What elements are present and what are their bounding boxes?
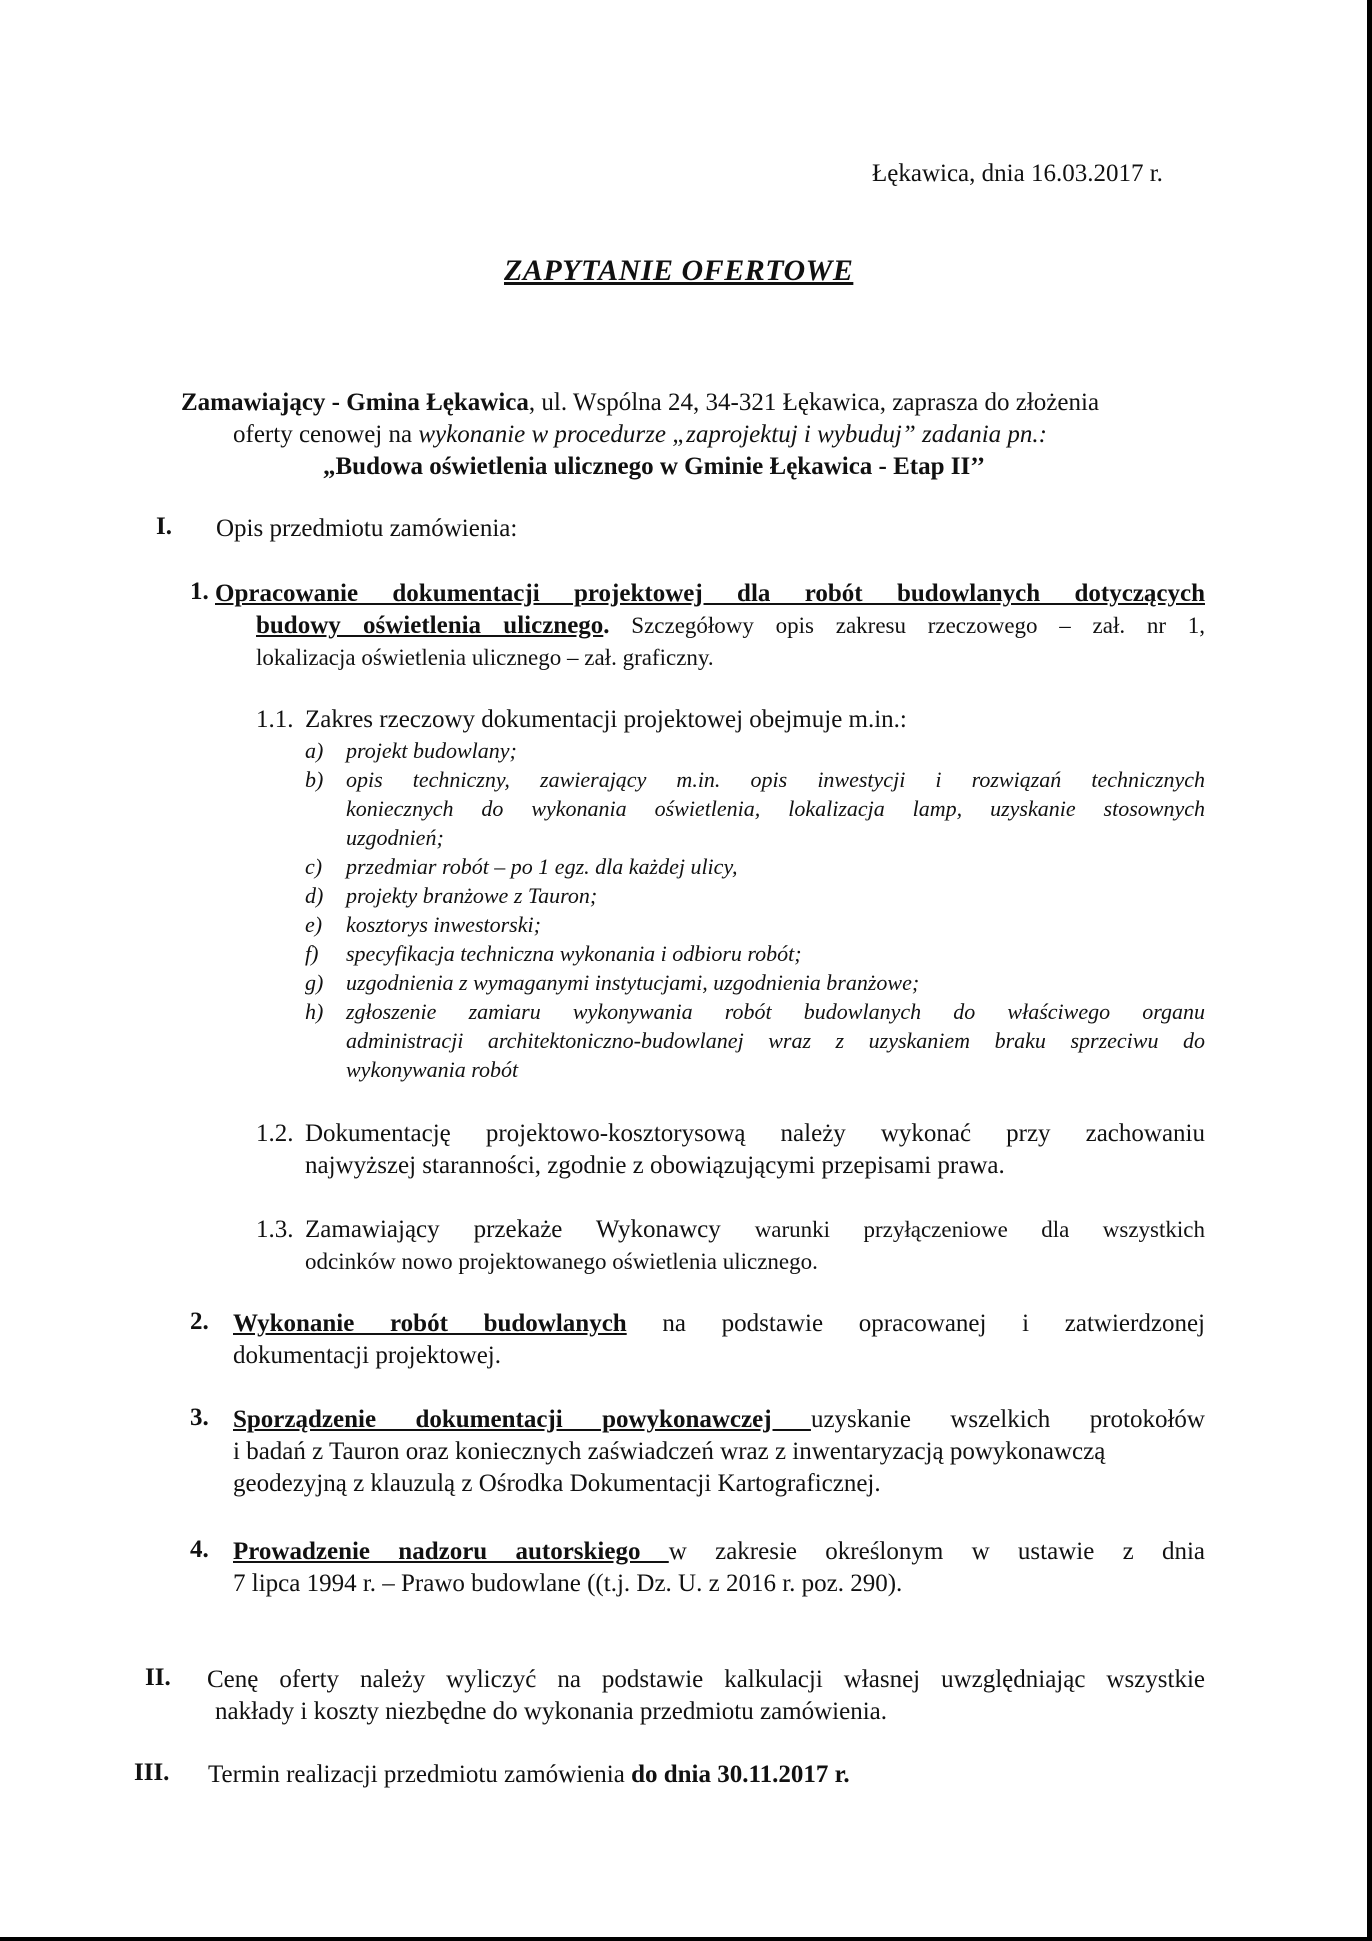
scope-item-c: przedmiar robót – po 1 egz. dla każdej ulicy, <box>346 854 738 879</box>
scope-letter-d: d) <box>305 883 324 908</box>
page-border-right <box>1367 0 1372 1941</box>
item-1-rest-2: Szczegółowy opis zakresu rzeczowego – zał. nr 1, <box>609 613 1206 638</box>
item-2-line-2: dokumentacji projektowej. <box>233 1342 501 1369</box>
section-i-heading: Opis przedmiotu zamówienia: <box>216 515 518 542</box>
sub-1-3-text-a: Zamawiający przekaże Wykonawcy <box>305 1216 755 1243</box>
item-1-line-3: lokalizacja oświetlenia ulicznego – zał. graficzny. <box>256 645 714 670</box>
sub-1-3-line-2: odcinków nowo projektowanego oświetlenia ulicznego. <box>305 1249 818 1274</box>
scope-letter-g: g) <box>305 970 324 995</box>
scope-letter-a: a) <box>305 738 324 763</box>
sub-1-2-number: 1.2. <box>256 1120 294 1147</box>
scope-letter-e: e) <box>305 912 323 937</box>
intro-line-2 <box>233 419 1047 451</box>
section-ii-numeral: II. <box>145 1664 171 1691</box>
item-1-line-2 <box>256 610 1205 642</box>
item-4-number: 4. <box>190 1536 209 1563</box>
scope-letter-c: c) <box>305 854 323 879</box>
scope-item-h-line-1: zgłoszenie zamiaru wykonywania robót budowlanych do właściwego organu <box>346 999 1205 1024</box>
item-2-title: Wykonanie robót budowlanych <box>233 1310 627 1337</box>
sub-1-2-line-1: Dokumentację projektowo-kosztorysową należy wykonać przy zachowaniu <box>305 1120 1205 1147</box>
sub-1-3-text-b: warunki przyłączeniowe dla wszystkich <box>754 1217 1205 1242</box>
scope-item-b-line-3: uzgodnień; <box>346 825 444 850</box>
item-4-title: Prowadzenie nadzoru autorskiego <box>233 1538 669 1565</box>
contracting-party: Zamawiający - Gmina Łękawica <box>181 389 529 416</box>
section-iii-numeral: III. <box>134 1759 170 1786</box>
sub-1-1-number: 1.1. <box>256 706 294 733</box>
intro-line-1 <box>181 387 1099 419</box>
item-1-title-line-1 <box>215 578 1205 610</box>
task-name <box>323 451 985 483</box>
task-name-text: „Budowa oświetlenia ulicznego w Gminie Łękawica - Etap II’’ <box>323 453 986 480</box>
date-line: Łękawica, dnia 16.03.2017 r. <box>872 160 1163 187</box>
item-3-line-1 <box>233 1404 1205 1436</box>
item-1-number: 1. <box>190 578 209 605</box>
sub-1-3-number: 1.3. <box>256 1216 294 1243</box>
item-4-line-1 <box>233 1536 1205 1568</box>
item-4-line-2: 7 lipca 1994 r. – Prawo budowlane ((t.j. Dz. U. z 2016 r. poz. 290). <box>233 1570 903 1597</box>
item-2-number: 2. <box>190 1308 209 1335</box>
item-1-title-1: Opracowanie dokumentacji projektowej dla robót budowlanych dotyczących <box>215 580 1205 607</box>
item-3-line-2: i badań z Tauron oraz koniecznych zaświadczeń wraz z inwentaryzacją powykonawczą <box>233 1438 1106 1465</box>
intro-text-1: , ul. Wspólna 24, 34-321 Łękawica, zaprasza do złożenia <box>528 389 1100 416</box>
page-border-bottom <box>0 1937 1372 1941</box>
item-2-line-1 <box>233 1308 1205 1340</box>
item-4-rest-1: w zakresie określonym w ustawie z dnia <box>668 1538 1205 1565</box>
scope-item-a: projekt budowlany; <box>346 738 517 763</box>
scope-item-g: uzgodnienia z wymaganymi instytucjami, uzgodnienia branżowe; <box>346 970 920 995</box>
item-3-line-3: geodezyjną z klauzulą z Ośrodka Dokumentacji Kartograficznej. <box>233 1470 881 1497</box>
sub-1-1-text: Zakres rzeczowy dokumentacji projektowej obejmuje m.in.: <box>305 706 907 733</box>
item-1-title-2: budowy oświetlenia ulicznego <box>256 612 604 639</box>
document-title: ZAPYTANIE OFERTOWE <box>504 254 854 287</box>
scope-item-f: specyfikacja techniczna wykonania i odbioru robót; <box>346 941 802 966</box>
item-3-number: 3. <box>190 1404 209 1431</box>
scope-item-b-line-1: opis techniczny, zawierający m.in. opis inwestycji i rozwiązań technicznych <box>346 767 1205 792</box>
section-iii-text: Termin realizacji przedmiotu zamówienia <box>208 1761 632 1788</box>
section-ii-line-1: Cenę oferty należy wyliczyć na podstawie kalkulacji własnej uwzględniając wszystkie <box>207 1666 1205 1693</box>
item-3-title: Sporządzenie dokumentacji powykonawczej <box>233 1406 811 1433</box>
scope-item-h-line-3: wykonywania robót <box>346 1057 519 1082</box>
intro-italic-2: wykonanie w procedurze „zaprojektuj i wybuduj” zadania pn.: <box>418 421 1047 448</box>
section-iii-line <box>208 1759 850 1791</box>
sub-1-2-line-2: najwyższej staranności, zgodnie z obowiązującymi przepisami prawa. <box>305 1152 1005 1179</box>
scope-letter-f: f) <box>305 941 319 966</box>
deadline-date: do dnia 30.11.2017 r. <box>631 1761 850 1788</box>
scope-item-b-line-2: koniecznych do wykonania oświetlenia, lokalizacja lamp, uzyskanie stosownych <box>346 796 1205 821</box>
scope-letter-h: h) <box>305 999 324 1024</box>
scope-letter-b: b) <box>305 767 324 792</box>
intro-text-2: oferty cenowej na <box>233 421 419 448</box>
item-1-title-dot: . <box>603 612 610 639</box>
scope-item-e: kosztorys inwestorski; <box>346 912 541 937</box>
item-2-rest-1: na podstawie opracowanej i zatwierdzonej <box>626 1310 1205 1337</box>
item-3-rest-1: uzyskanie wszelkich protokołów <box>810 1406 1205 1433</box>
scope-item-h-line-2: administracji architektoniczno-budowlanej wraz z uzyskaniem braku sprzeciwu do <box>346 1028 1205 1053</box>
sub-1-3-line-1 <box>305 1214 1205 1246</box>
scope-item-d: projekty branżowe z Tauron; <box>346 883 598 908</box>
section-ii-line-2: nakłady i koszty niezbędne do wykonania przedmiotu zamówienia. <box>215 1698 888 1725</box>
section-i-numeral: I. <box>156 513 172 540</box>
